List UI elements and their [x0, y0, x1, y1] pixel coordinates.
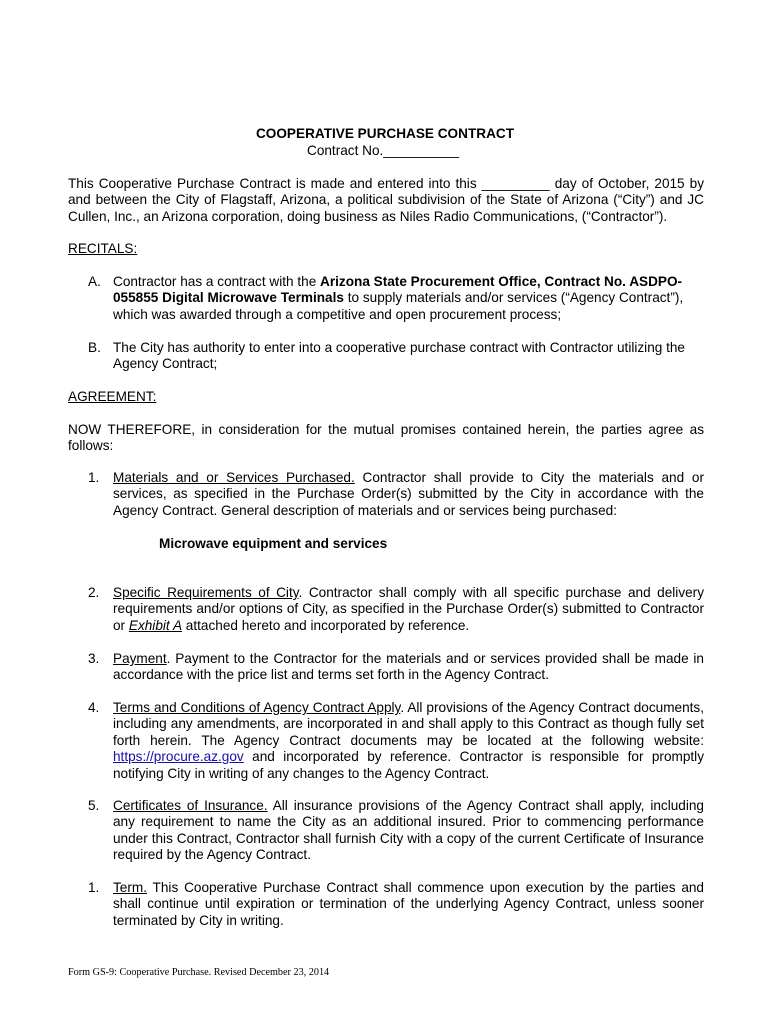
item-terms-number: 4. [88, 700, 100, 715]
recital-a-bold: Arizona State Procurement Office, Contract No. ASDPO-055855 Digital Microwave Terminals [113, 274, 683, 306]
item-payment-number: 3. [88, 651, 100, 666]
item-term-heading: Term. [113, 880, 147, 895]
contract-number: Contract No.__________ [307, 143, 459, 158]
item-materials-heading: Materials and or Services Purchased. [113, 470, 355, 485]
exhibit-a-reference: Exhibit A [128, 617, 183, 633]
item-insurance [88, 798, 704, 864]
recital-b-label: B. [88, 340, 101, 355]
item-term-number: 1. [88, 880, 100, 895]
item-materials [88, 470, 704, 519]
recital-a [88, 274, 704, 323]
intro-paragraph: This Cooperative Purchase Contract is made and entered into this _________ day of October, 2015 by and between the City of Flagstaff, Arizona, a political subdivision of the State of Arizona (“City”) and JC Cullen, Inc., an Arizona corporation, doing business as Niles Radio Communications, (“Contractor”). [68, 176, 704, 224]
document-title: COOPERATIVE PURCHASE CONTRACT [255, 126, 515, 141]
recital-a-label: A. [88, 274, 101, 289]
recital-b [88, 340, 704, 373]
agreement-heading: AGREEMENT: [68, 389, 157, 404]
item-term [88, 880, 704, 929]
recital-a-pre: Contractor has a contract with the [113, 274, 321, 289]
item-materials-text: Contractor shall provide to City the materials and or services, as specified in the Purchase Order(s) submitted by the City in accordance with the Agency Contract. General description of materials and or services being purchased: [113, 470, 704, 518]
item-specific-text-pre: . Contractor shall comply with all specific purchase and delivery requirements and/or options of City, as specified in the Purchase Order(s) submitted to Contractor or [113, 585, 705, 633]
form-footer: Form GS-9: Cooperative Purchase. Revised December 23, 2014 [68, 967, 330, 978]
procure-website-link[interactable]: https://procure.az.gov [113, 749, 244, 765]
recital-b-text: The City has authority to enter into a cooperative purchase contract with Contractor utilizing the Agency Contract; [113, 340, 685, 372]
microwave-description: Microwave equipment and services [159, 536, 388, 551]
item-insurance-text: All insurance provisions of the Agency Contract shall apply, including any requirement to name the City as an additional insured. Prior to commencing performance under this Contract, Contractor shall furnish City with a copy of the current Certificate of Insurance required by the Agency Contract. [113, 798, 704, 863]
item-terms-heading: Terms and Conditions of Agency Contract Apply [113, 700, 401, 715]
item-specific-number: 2. [88, 585, 100, 600]
recitals-heading: RECITALS: [68, 241, 138, 256]
item-payment-text: . Payment to the Contractor for the materials and or services provided shall be made in accordance with the price list and terms set forth in the Agency Contract. [113, 651, 704, 683]
recital-a-post: to supply materials and/or services (“Agency Contract”), which was awarded through a competitive and open procurement process; [113, 290, 684, 322]
item-specific-heading: Specific Requirements of City [113, 585, 299, 600]
item-materials-number: 1. [88, 470, 100, 485]
item-terms-text-pre: . All provisions of the Agency Contract documents, including any amendments, are incorporated in and shall apply to this Contract as though fully set forth herein. The Agency Contract documents may be located at the following website: [113, 700, 704, 748]
item-insurance-number: 5. [88, 798, 100, 813]
item-insurance-heading: Certificates of Insurance. [113, 798, 268, 813]
item-payment-heading: Payment [113, 651, 167, 666]
item-term-text: This Cooperative Purchase Contract shall commence upon execution by the parties and shall continue until expiration or termination of the underlying Agency Contract, unless sooner terminated by City in writing. [113, 880, 704, 928]
item-payment [88, 651, 704, 684]
item-terms-conditions [88, 700, 704, 782]
item-specific-text-post: attached hereto and incorporated by reference. [182, 617, 470, 633]
now-therefore-paragraph: NOW THEREFORE, in consideration for the mutual promises contained herein, the parties agree as follows: [68, 422, 704, 454]
item-terms-text-post: and incorporated by reference. Contractor is responsible for promptly notifying City in writing of any changes to the Agency Contract. [113, 749, 704, 781]
item-specific-requirements [88, 585, 704, 634]
